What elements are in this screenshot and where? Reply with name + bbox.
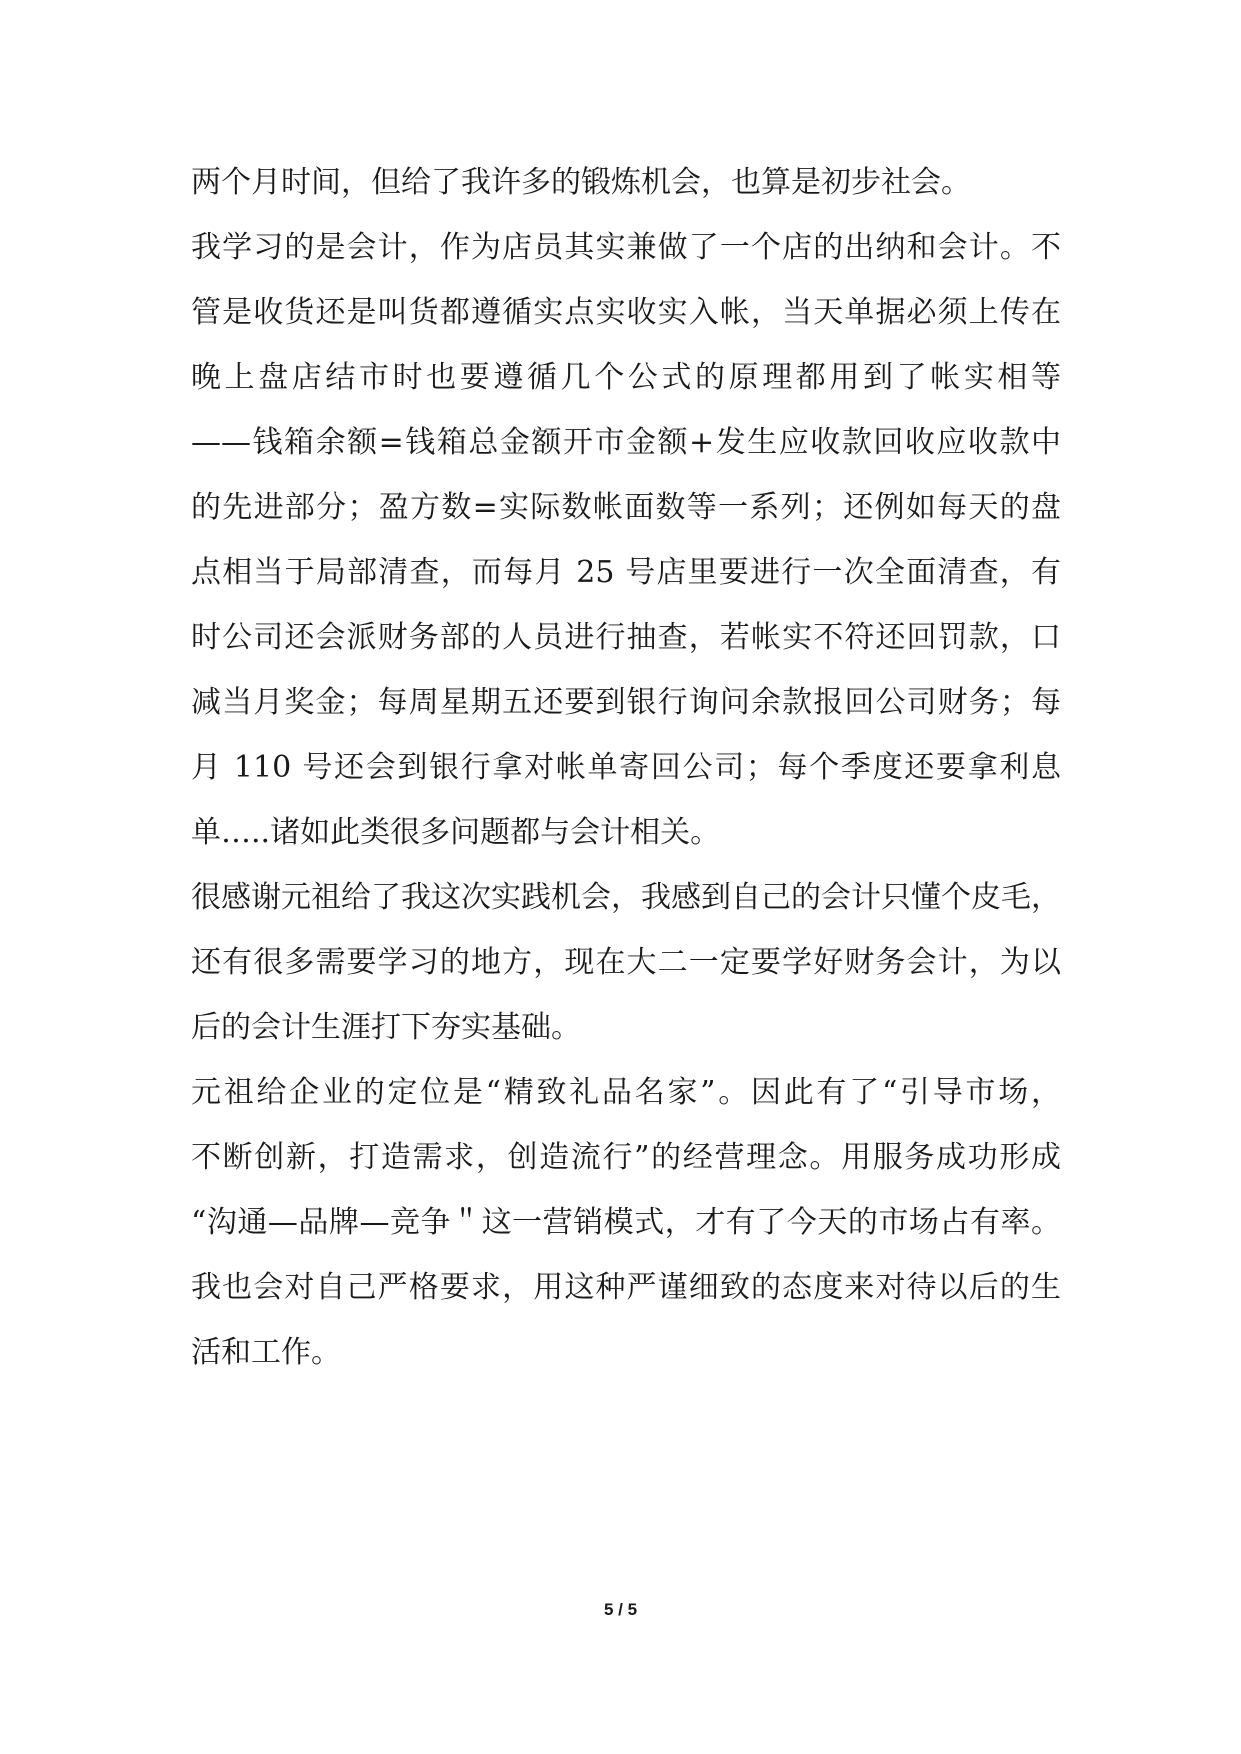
text-line: 活和工作。 bbox=[191, 1335, 341, 1370]
text-line: 点相当于局部清查，而每月 25 号店里要进行一次全面清查，有 bbox=[191, 555, 1061, 590]
page-number: 5 / 5 bbox=[603, 1600, 638, 1619]
text-line: 单…..诸如此类很多问题都与会计相关。 bbox=[191, 815, 721, 850]
text-line: 我学习的是会计，作为店员其实兼做了一个店的出纳和会计。不 bbox=[191, 230, 1061, 265]
text-line: 很感谢元祖给了我这次实践机会，我感到自己的会计只懂个皮毛， bbox=[191, 880, 1061, 915]
text-line: 还有很多需要学习的地方，现在大二一定要学好财务会计，为以 bbox=[191, 945, 1061, 980]
text-line: 时公司还会派财务部的人员进行抽查，若帐实不符还回罚款，口 bbox=[191, 620, 1061, 655]
text-line: 的先进部分；盈方数=实际数帐面数等一系列；还例如每天的盘 bbox=[191, 490, 1061, 525]
text-line: 两个月时间，但给了我许多的锻炼机会，也算是初步社会。 bbox=[191, 165, 971, 200]
text-line: “沟通—品牌—竞争＂这一营销模式，才有了今天的市场占有率。 bbox=[191, 1205, 1061, 1240]
text-line: 我也会对自己严格要求，用这种严谨细致的态度来对待以后的生 bbox=[191, 1270, 1061, 1305]
text-line: 管是收货还是叫货都遵循实点实收实入帐，当天单据必须上传在 bbox=[191, 295, 1061, 330]
text-line: 后的会计生涯打下夯实基础。 bbox=[191, 1010, 581, 1045]
text-line: 减当月奖金；每周星期五还要到银行询问余款报回公司财务；每 bbox=[191, 685, 1061, 720]
document-body bbox=[191, 163, 1061, 1398]
text-line: ——钱箱余额=钱箱总金额开市金额+发生应收款回收应收款中 bbox=[191, 425, 1061, 460]
text-line: 晚上盘店结市时也要遵循几个公式的原理都用到了帐实相等 bbox=[191, 360, 1061, 395]
text-line: 不断创新，打造需求，创造流行”的经营理念。用服务成功形成 bbox=[191, 1140, 1061, 1175]
text-line: 月 110 号还会到银行拿对帐单寄回公司；每个季度还要拿利息 bbox=[191, 750, 1061, 785]
text-line: 元祖给企业的定位是“精致礼品名家”。因此有了“引导市场， bbox=[191, 1075, 1061, 1110]
